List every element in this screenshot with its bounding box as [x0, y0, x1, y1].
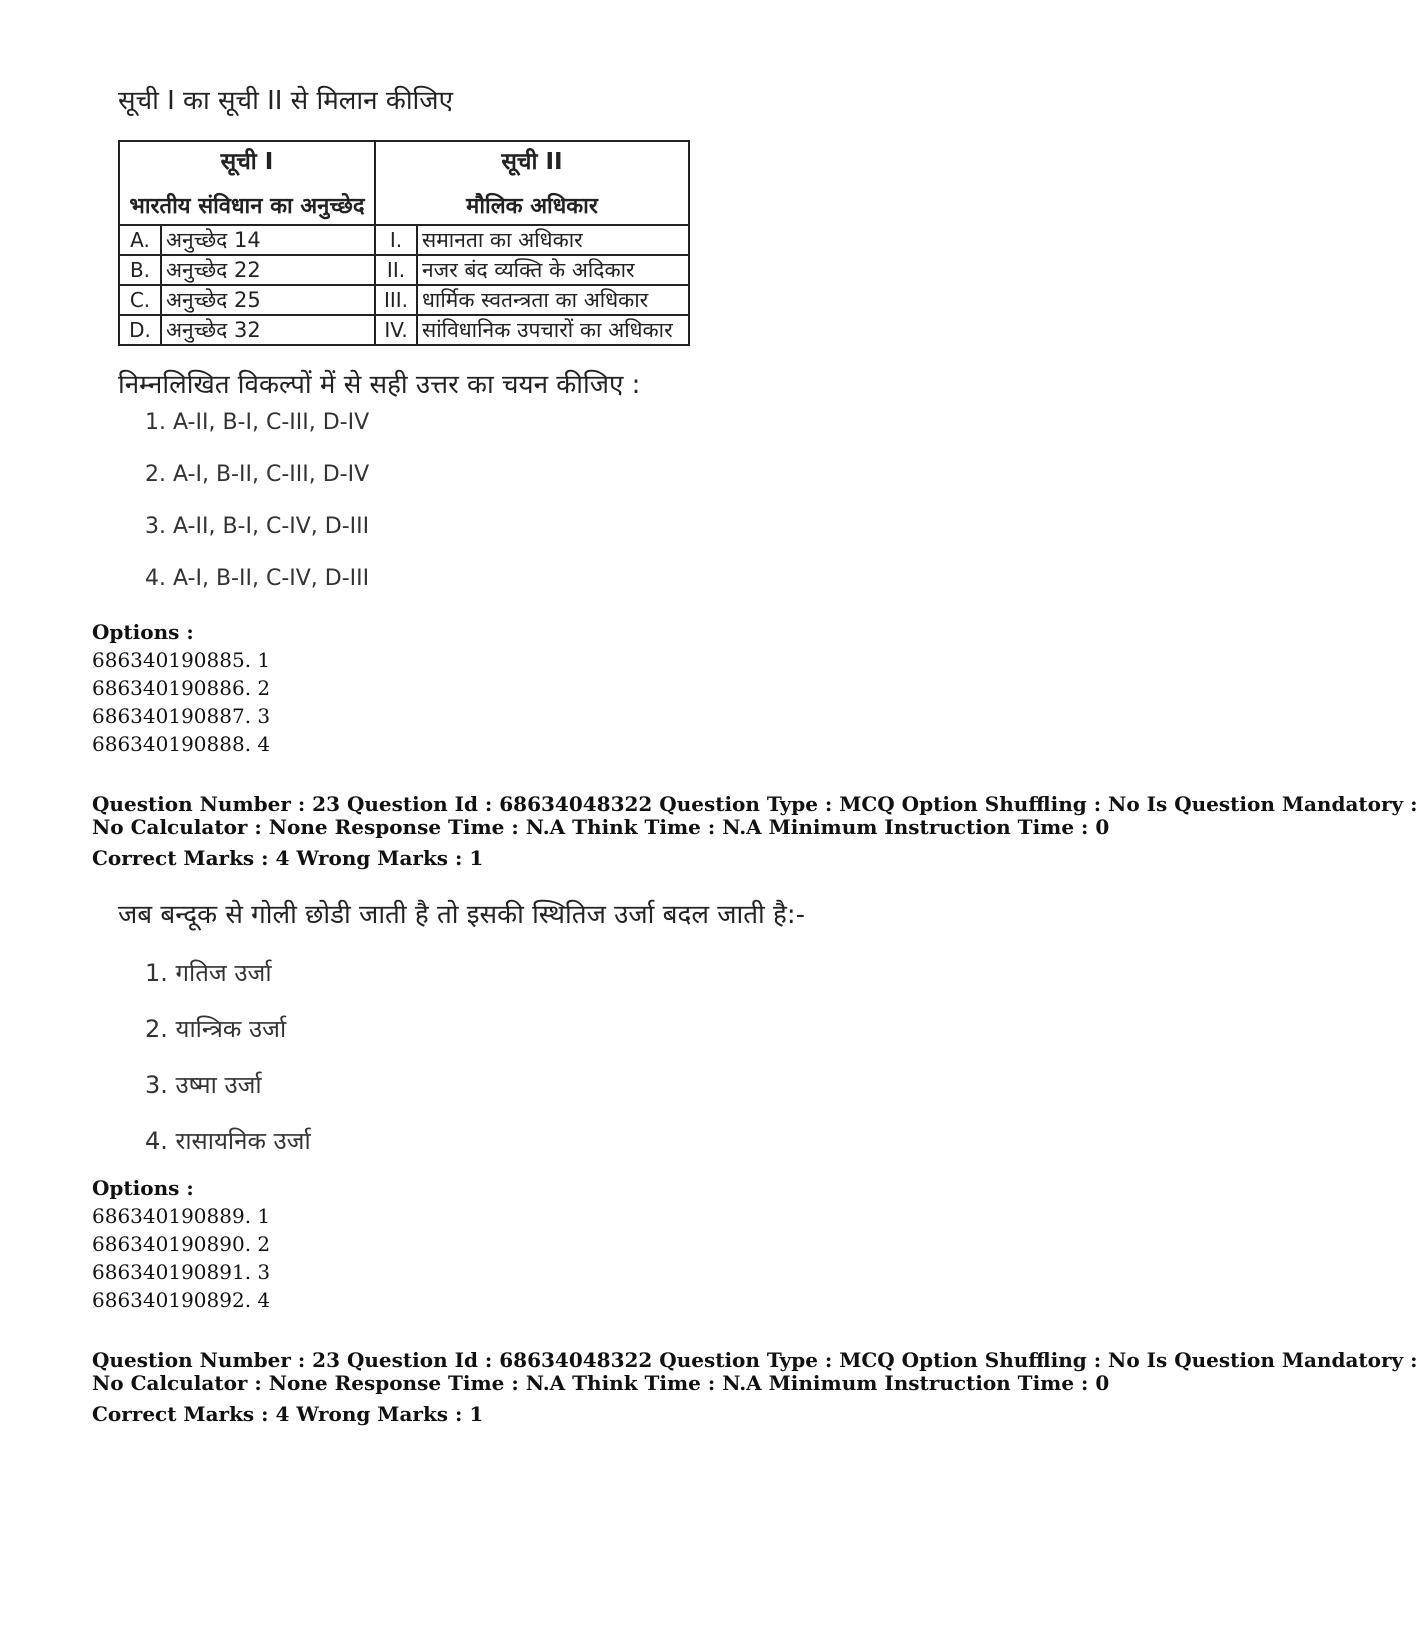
table-row [119, 315, 689, 345]
row-key-2: II. [375, 255, 417, 285]
row-key-1: C. [119, 285, 161, 315]
question-meta-line: No Calculator : None Response Time : N.A Think Time : N.A Minimum Instruction Time : 0 [92, 1371, 1110, 1395]
list-1-subheading: भारतीय संविधान का अनुच्छेद [129, 194, 365, 219]
options-label: Options : [92, 1176, 194, 1200]
list-item: 1. गतिज उर्जा [145, 959, 272, 987]
list-1-header [119, 141, 375, 225]
row-key-1: B. [119, 255, 161, 285]
row-value-2: सांविधानिक उपचारों का अधिकार [417, 315, 689, 345]
option-id: 686340190892. 4 [92, 1288, 271, 1312]
option-id: 686340190890. 2 [92, 1232, 271, 1256]
row-value-1: अनुच्छेद 32 [161, 315, 375, 345]
list-item: 2. A-I, B-II, C-III, D-IV [145, 462, 370, 487]
list-1-heading: सूची I [220, 149, 274, 175]
row-value-2: नजर बंद व्यक्ति के अदिकार [417, 255, 689, 285]
list-item: 3. उष्मा उर्जा [145, 1071, 262, 1099]
question-meta-line: Question Number : 23 Question Id : 68634048322 Question Type : MCQ Option Shuffling : No Is Question Mandatory : [92, 792, 1418, 816]
marks-line: Correct Marks : 4 Wrong Marks : 1 [92, 846, 484, 870]
match-table [118, 140, 690, 346]
question-meta-line: No Calculator : None Response Time : N.A Think Time : N.A Minimum Instruction Time : 0 [92, 815, 1110, 839]
row-value-2: धार्मिक स्वतन्त्रता का अधिकार [417, 285, 689, 315]
marks-line: Correct Marks : 4 Wrong Marks : 1 [92, 1402, 484, 1426]
row-key-1: A. [119, 225, 161, 255]
row-value-1: अनुच्छेद 14 [161, 225, 375, 255]
list-item: 4. रासायनिक उर्जा [145, 1127, 311, 1155]
list-item: 3. A-II, B-I, C-IV, D-III [145, 514, 370, 539]
question-2-text: जब बन्दूक से गोली छोडी जाती है तो इसकी स्थितिज उर्जा बदल जाती है:- [118, 900, 806, 930]
row-key-2: III. [375, 285, 417, 315]
list-2-heading: सूची II [501, 149, 563, 175]
row-value-2: समानता का अधिकार [417, 225, 689, 255]
question-1-prompt: निम्नलिखित विकल्पों में से सही उत्तर का चयन कीजिए : [118, 370, 641, 400]
list-2-header [375, 141, 689, 225]
list-item: 4. A-I, B-II, C-IV, D-III [145, 566, 370, 591]
option-id: 686340190888. 4 [92, 732, 271, 756]
question-meta-line: Question Number : 23 Question Id : 68634048322 Question Type : MCQ Option Shuffling : No Is Question Mandatory : [92, 1348, 1418, 1372]
list-2-subheading: मौलिक अधिकार [466, 194, 598, 219]
row-value-1: अनुच्छेद 25 [161, 285, 375, 315]
row-key-1: D. [119, 315, 161, 345]
option-id: 686340190885. 1 [92, 648, 271, 672]
option-id: 686340190891. 3 [92, 1260, 271, 1284]
table-header-row [119, 141, 689, 225]
table-row [119, 285, 689, 315]
question-1-title: सूची I का सूची II से मिलान कीजिए [118, 86, 453, 116]
options-label: Options : [92, 620, 194, 644]
option-id: 686340190887. 3 [92, 704, 271, 728]
list-item: 2. यान्त्रिक उर्जा [145, 1015, 287, 1043]
list-item: 1. A-II, B-I, C-III, D-IV [145, 410, 370, 435]
row-key-2: IV. [375, 315, 417, 345]
table-row [119, 225, 689, 255]
row-value-1: अनुच्छेद 22 [161, 255, 375, 285]
row-key-2: I. [375, 225, 417, 255]
option-id: 686340190886. 2 [92, 676, 271, 700]
table-row [119, 255, 689, 285]
option-id: 686340190889. 1 [92, 1204, 271, 1228]
